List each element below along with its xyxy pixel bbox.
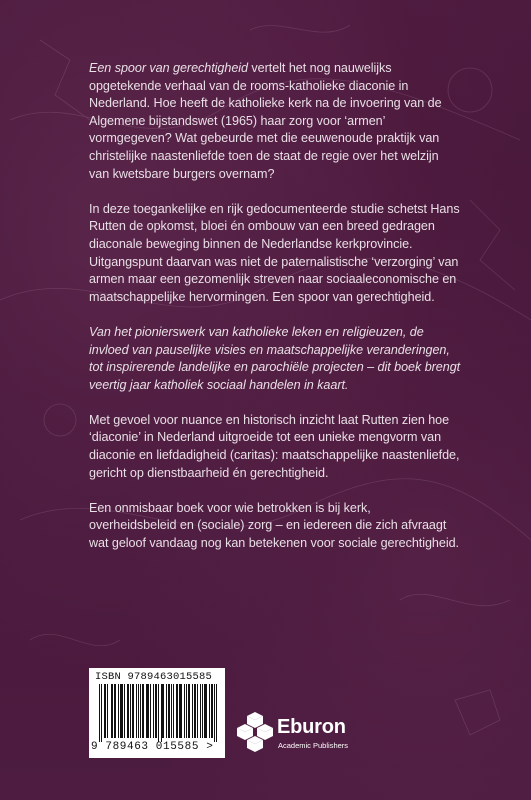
barcode-bar — [101, 684, 102, 742]
blurb-text: Een onmisbaar boek voor wie betrokken is bij kerk, overheidsbeleid en (sociale) zorg – en iedereen die zich afvraagt wat geloof vandaag nog kan betekenen voor sociale gerechtigheid. — [89, 500, 459, 551]
barcode-bar — [205, 684, 206, 738]
barcode-bar — [168, 684, 169, 738]
stacked-cubes-icon — [231, 712, 275, 756]
blurb-text: Met gevoel voor nuance en historisch inzicht laat Rutten zien hoe ‘diaconie’ in Nederland uitgroeide tot een unieke mengvorm van diaconie en liefdadigheid (caritas): maatschappelijke naastenliefde, gericht op dienstbaarheid én gerechtigheid. — [89, 412, 460, 480]
barcode-bar — [115, 684, 116, 738]
barcode-bar — [179, 684, 180, 738]
barcode-bar — [148, 684, 149, 738]
blurb-paragraph — [89, 412, 461, 482]
barcode-bars — [99, 684, 217, 742]
barcode-bar — [171, 684, 172, 738]
barcode-bar — [142, 684, 143, 738]
back-cover-blurb — [89, 60, 461, 570]
blurb-paragraph — [89, 60, 461, 183]
publisher-name: Eburon — [277, 716, 346, 738]
barcode-bar — [204, 684, 205, 738]
barcode-bar — [130, 684, 131, 738]
barcode-bar — [181, 684, 182, 738]
blurb-text: In deze toegankelijke en rijk gedocumenteerde studie schetst Hans Rutten de opkomst, bloei én ombouw van een breed gedragen diaconale beweging binnen de Nederlandse kerkprovincie. Uitgangspunt daarvan was niet de paternalistische ‘verzorging’ van armen maar een gezomenlijk streven naar sociaaleconomische en maatschappelijke hervormingen. Een spoor van gerechtigheid. — [89, 201, 460, 304]
barcode-bar — [146, 684, 147, 738]
barcode-bar — [161, 684, 162, 742]
barcode-bar — [192, 684, 193, 738]
barcode-bar — [212, 684, 213, 738]
isbn-label: ISBN 9789463015585 — [95, 671, 213, 683]
barcode-bar — [150, 684, 151, 738]
barcode-bar — [105, 684, 106, 738]
isbn-barcode — [89, 668, 225, 758]
barcode-bar — [124, 684, 125, 738]
blurb-paragraph — [89, 324, 461, 394]
barcode-bar — [99, 684, 100, 742]
barcode-bar — [216, 684, 217, 742]
barcode-bar — [189, 684, 190, 738]
barcode-bar — [188, 684, 189, 738]
barcode-bar — [194, 684, 195, 738]
barcode-bar — [173, 684, 174, 738]
barcode-bar — [186, 684, 187, 738]
barcode-bar — [132, 684, 133, 738]
barcode-bar — [138, 684, 139, 738]
barcode-bar — [156, 684, 157, 738]
barcode-bar — [127, 684, 128, 738]
barcode-bar — [128, 684, 129, 738]
barcode-bar — [177, 684, 178, 738]
barcode-bar — [202, 684, 203, 738]
barcode-bar — [153, 684, 154, 738]
barcode-bar — [136, 684, 137, 738]
blurb-italic-text: Van het pionierswerk van katholieke leken en religieuzen, de invloed van pauselijke visies en maatschappelijke veranderingen, tot inspirerende landelijke en parochiële projecten – dit boek brengt veertig jaar katholiek sociaal handelen in kaart. — [89, 324, 461, 392]
barcode-bar — [147, 684, 148, 738]
barcode-bar — [200, 684, 201, 738]
barcode-bar — [158, 684, 159, 742]
barcode-bar — [211, 684, 212, 738]
barcode-bar — [118, 684, 119, 738]
barcode-bar — [176, 684, 177, 738]
publisher-subtitle: Academic Publishers — [278, 741, 349, 750]
barcode-bar — [112, 684, 113, 738]
barcode-bar — [209, 684, 210, 738]
barcode-bar — [121, 684, 122, 738]
barcode-bar — [163, 684, 164, 738]
barcode-bar — [166, 684, 167, 738]
barcode-bar — [195, 684, 196, 738]
barcode-bar — [133, 684, 134, 738]
barcode-bar — [214, 684, 215, 742]
barcode-bar — [162, 684, 163, 738]
blurb-paragraph — [89, 500, 461, 553]
barcode-bar — [197, 684, 198, 738]
barcode-bar — [169, 684, 170, 738]
barcode-bar — [184, 684, 185, 738]
blurb-italic-text: Een spoor van gerechtigheid — [89, 61, 248, 75]
barcode-bar — [143, 684, 144, 738]
barcode-bar — [107, 684, 108, 738]
publisher-logo — [231, 712, 351, 756]
barcode-bar — [206, 684, 207, 738]
barcode-bar — [120, 684, 121, 738]
barcode-digits: 9 789463 015585 > — [91, 741, 214, 753]
barcode-bar — [104, 684, 105, 738]
barcode-bar — [114, 684, 115, 738]
blurb-paragraph — [89, 201, 461, 307]
blurb-text: vertelt het nog nauwelijks opgetekende verhaal van de rooms-katholieke diaconie in Nederland. Hoe heeft de katholieke kerk na de invoering van de Algemene bijstandswet (1965) haar zorg voor ‘armen’ vormgegeven? Wat gebeurde met die eeuwenoude praktijk van christelijke naastenliefde toen de staat de regie over het welzijn van kwetsbare burgers overnam? — [89, 61, 442, 181]
barcode-bar — [140, 684, 141, 738]
barcode-bar — [180, 684, 181, 738]
barcode-bar — [155, 684, 156, 738]
barcode-bar — [122, 684, 123, 738]
barcode-bar — [111, 684, 112, 738]
